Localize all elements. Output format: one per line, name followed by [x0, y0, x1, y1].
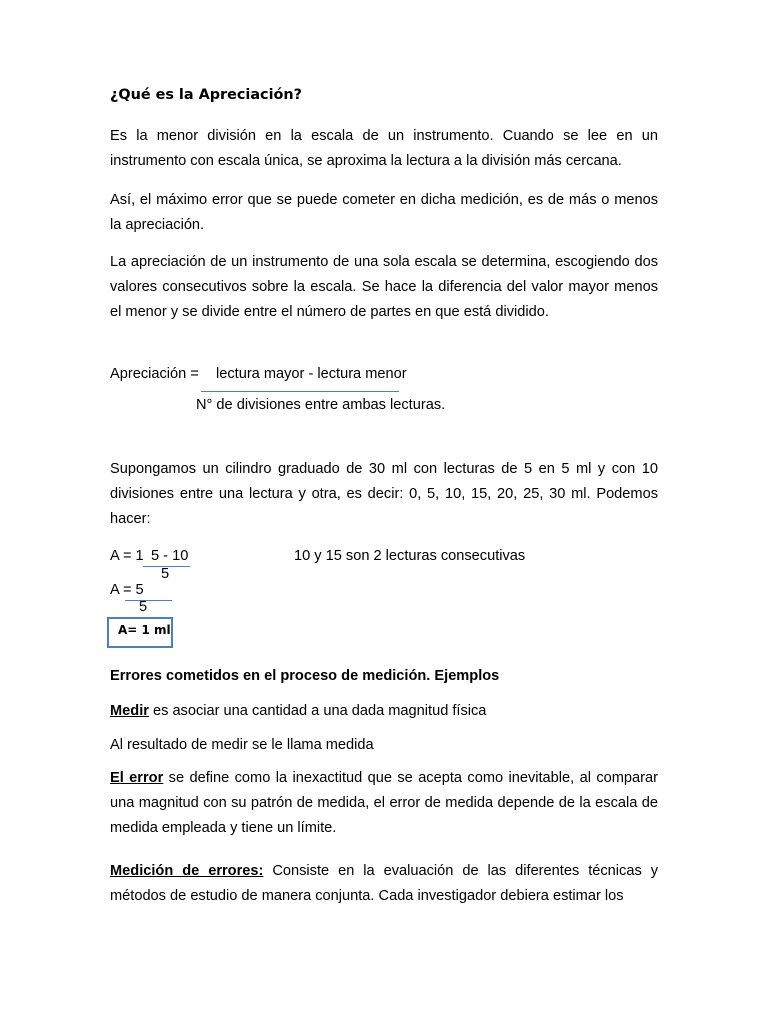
paragraph-medida: Al resultado de medir se le llama medida: [110, 737, 374, 753]
formula-denominator: N° de divisiones entre ambas lecturas.: [196, 397, 446, 413]
term-medicion-errores: Medición de errores:: [110, 863, 264, 879]
example-line1-denominator: 5: [161, 566, 170, 582]
result-value: A= 1 ml: [118, 623, 171, 637]
paragraph-max-error: Así, el máximo error que se puede cometer en dicha medición, es de más o menos la apreciación.: [110, 192, 658, 233]
paragraph-method: La apreciación de un instrumento de una sola escala se determina, escogiendo dos valores consecutivos sobre la escala. Se hace la diferencia del valor mayor menos el menor y se divide entre el número de partes en que está dividido.: [110, 254, 658, 320]
example-note: 10 y 15 son 2 lecturas consecutivas: [294, 548, 526, 564]
errors-heading: Errores cometidos en el proceso de medición. Ejemplos: [110, 668, 500, 684]
formula-fraction-line: [201, 391, 399, 392]
el-error-text: se define como la inexactitud que se acepta como inevitable, al comparar una magnitud con su patrón de medida, el error de medida depende de la escala de medida empleada y tiene un límite.: [110, 770, 658, 836]
example-line2-denominator: 5: [139, 599, 148, 615]
paragraph-medicion-errores: [110, 859, 658, 909]
formula-label: Apreciación =: [110, 366, 199, 382]
term-medir: Medir: [110, 703, 149, 719]
page-title: ¿Qué es la Apreciación?: [110, 87, 302, 103]
paragraph-el-error: [110, 766, 658, 841]
term-el-error: El error: [110, 770, 164, 786]
paragraph-example-intro: Supongamos un cilindro graduado de 30 ml con lecturas de 5 en 5 ml y con 10 divisiones entre una lectura y otra, es decir: 0, 5, 10, 15, 20, 25, 30 ml. Podemos hacer:: [110, 461, 658, 527]
paragraph-medir: [110, 699, 658, 724]
formula-numerator: lectura mayor - lectura menor: [216, 366, 407, 382]
example-line2-prefix: A = 5: [110, 582, 144, 598]
medicion-errores-text: Consiste en la evaluación de las diferentes técnicas y métodos de estudio de manera conjunta. Cada investigador debiera estimar los: [110, 863, 659, 904]
example-line2-fraction-line: [125, 600, 172, 601]
example-line1-numerator: 5 - 10: [151, 548, 189, 564]
medir-text: es asociar una cantidad a una dada magnitud física: [148, 703, 487, 719]
paragraph-definition: Es la menor división en la escala de un instrumento. Cuando se lee en un instrumento con escala única, se aproxima la lectura a la división más cercana.: [110, 128, 658, 169]
example-line1-prefix: A = 1: [110, 548, 144, 564]
